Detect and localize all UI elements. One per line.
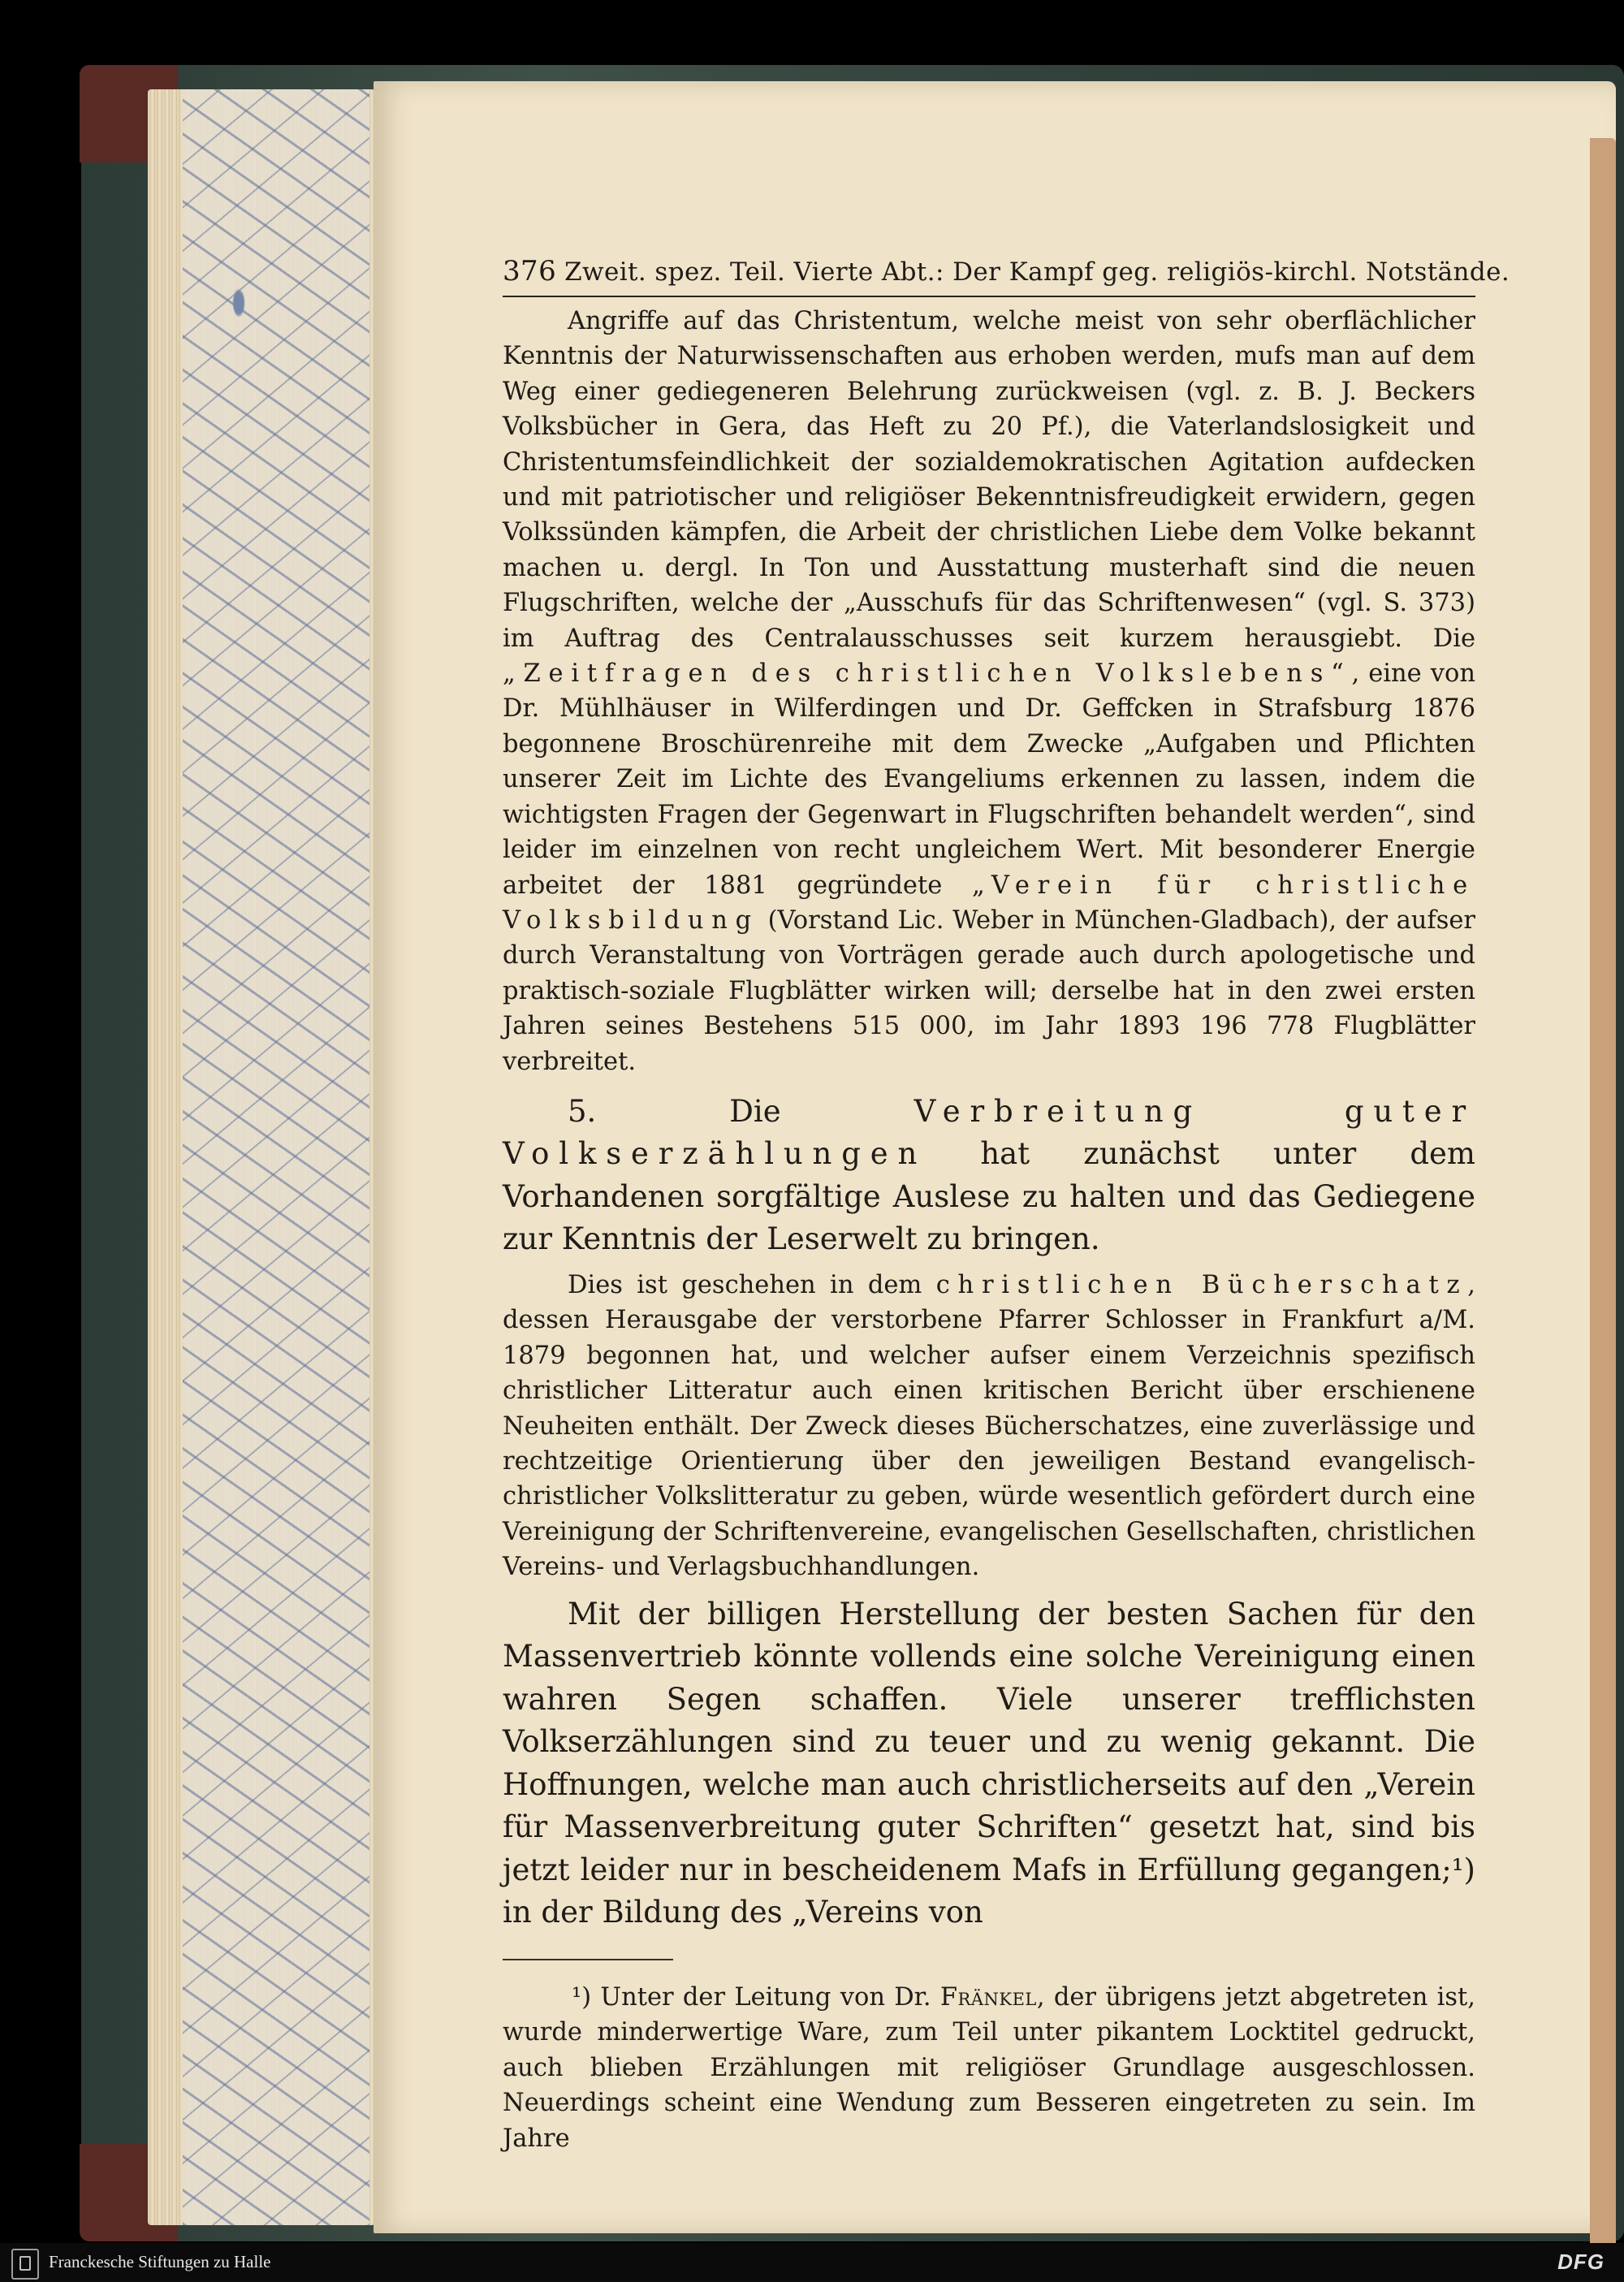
text-run: hat zunächst unter dem Vorhandenen sorgfältige Auslese zu halten und das Gediegene zur Kenntnis der Leserwelt zu bringen. [503, 1136, 1475, 1257]
text-run: 5. Die [568, 1093, 914, 1129]
cover-edge-right [1590, 138, 1616, 2250]
text-run: Angriffe auf das Christentum, welche meist von sehr oberflächlicher Kenntnis der Naturwissenschaften aus erhoben werden, mufs man auf dem Weg einer gediegeneren Belehrung zurückweisen (vgl. z. B. J. Beckers Volksbücher in Gera, das Heft zu 20 Pf.), die Vaterlandslosigkeit und Christentumsfeindlichkeit der sozialdemokratischen Agitation aufdecken und mit patriotischer und religiöser Bekenntnisfreudigkeit erwidern, gegen Volkssünden kämpfen, die Arbeit der christlichen Liebe dem Volke bekannt machen u. dergl. In Ton und Ausstattung musterhaft sind die neuen Flugschriften, welche der „Ausschufs für das Schriftenwesen“ (vgl. S. 373) im Auftrag des Centralausschusses seit kurzem herausgiebt. Die [503, 307, 1475, 653]
running-head [503, 255, 1510, 287]
spaced-heading: Verbreitung guter Volkserzählungen [503, 1093, 1475, 1172]
text-run: Unter der Leitung von Dr. [591, 1982, 940, 2012]
running-title: Zweit. spez. Teil. Vierte Abt.: Der Kampf geg. religiös-kirchl. Notstände. [564, 257, 1510, 287]
page-text [503, 255, 1510, 2156]
text-run: Dies ist geschehen in dem [568, 1270, 936, 1299]
spaced-title: „Zeitfragen des christlichen Volkslebens“ [503, 659, 1352, 689]
institution-logo-icon [11, 2249, 39, 2280]
header-rule [503, 296, 1475, 297]
spaced-title: „Verein für christliche Volksbildung [503, 871, 1475, 935]
text-run: (Vorstand Lic. Weber in München-Gladbach), der aufser durch Veranstaltung von Vorträgen gerade auch durch apologetische und praktisch-soziale Flugblätter wirken will; derselbe hat in den zwei ersten Jahren seines Bestehens 515 000, im Jahr 1893 196 778 Flugblätter verbreitet. [503, 905, 1475, 1076]
footnote-marker: ¹) [572, 1982, 592, 2012]
spaced-title: christlichen Bücherschatz [935, 1270, 1468, 1299]
footnote [503, 1980, 1475, 2157]
paragraph-buecherschatz [503, 1268, 1475, 1585]
text-run: , eine von Dr. Mühlhäuser in Wilferdingen und Dr. Geffcken in Strafsburg 1876 begonnene Broschürenreihe mit dem Zwecke „Aufgaben und Pflichten unserer Zeit im Lichte des Evangeliums erkennen zu lassen, indem die wichtigsten Fragen der Gegenwart in Flugschriften behandelt werden“, sind leider im einzelnen von recht ungleichem Wert. Mit besonderer Energie arbeitet der 1881 gegründete [503, 659, 1475, 900]
viewer-footer [0, 2243, 1624, 2282]
text-run: , der übrigens jetzt abgetreten ist, wurde minderwertige Ware, zum Teil unter pikantem Locktitel gedruckt, auch blieben Erzählungen mit religiöser Grundlage ausgeschlossen. Neuerdings scheint eine Wendung zum Besseren eingetreten zu sein. Im Jahre [503, 1982, 1475, 2153]
section-5-lead [503, 1091, 1475, 1261]
page-number: 376 [503, 255, 557, 287]
dfg-logo: DFG [1557, 2250, 1605, 2274]
paragraph-massenvertrieb: Mit der billigen Herstellung der besten Sachen für den Massenvertrieb könnte vollends eine solche Vereinigung einen wahren Segen schaffen. Viele unserer trefflichsten Volkserzählungen sind zu teuer und zu wenig gekannt. Die Hoffnungen, welche man auch christlicherseits auf den „Verein für Massenverbreitung guter Schriften“ gesetzt hat, sind bis jetzt leider nur in bescheidenem Mafs in Erfüllung gegangen;¹) in der Bildung des „Vereins von [503, 1596, 1475, 1930]
text-run: , dessen Herausgabe der verstorbene Pfarrer Schlosser in Frankfurt a/M. 1879 begonnen hat, und welcher aufser einem Verzeichnis spezifisch christlicher Litteratur auch einen kritischen Bericht über erschienene Neuheiten enthält. Der Zweck dieses Bücherschatzes, eine zuverlässige und rechtzeitige Orientierung über den jeweiligen Bestand evangelisch-christlicher Volkslitteratur zu geben, würde wesentlich gefördert durch eine Vereinigung der Schriftenvereine, evangelischen Gesellschaften, christlichen Vereins- und Verlagsbuchhandlungen. [503, 1270, 1475, 1582]
footnote-rule [503, 1959, 673, 1960]
paragraph-flugschriften [503, 304, 1475, 1079]
institution-label: Franckesche Stiftungen zu Halle [49, 2252, 271, 2271]
small-caps-name: Fränkel [939, 1982, 1037, 2012]
marbled-endpaper [183, 89, 369, 2225]
